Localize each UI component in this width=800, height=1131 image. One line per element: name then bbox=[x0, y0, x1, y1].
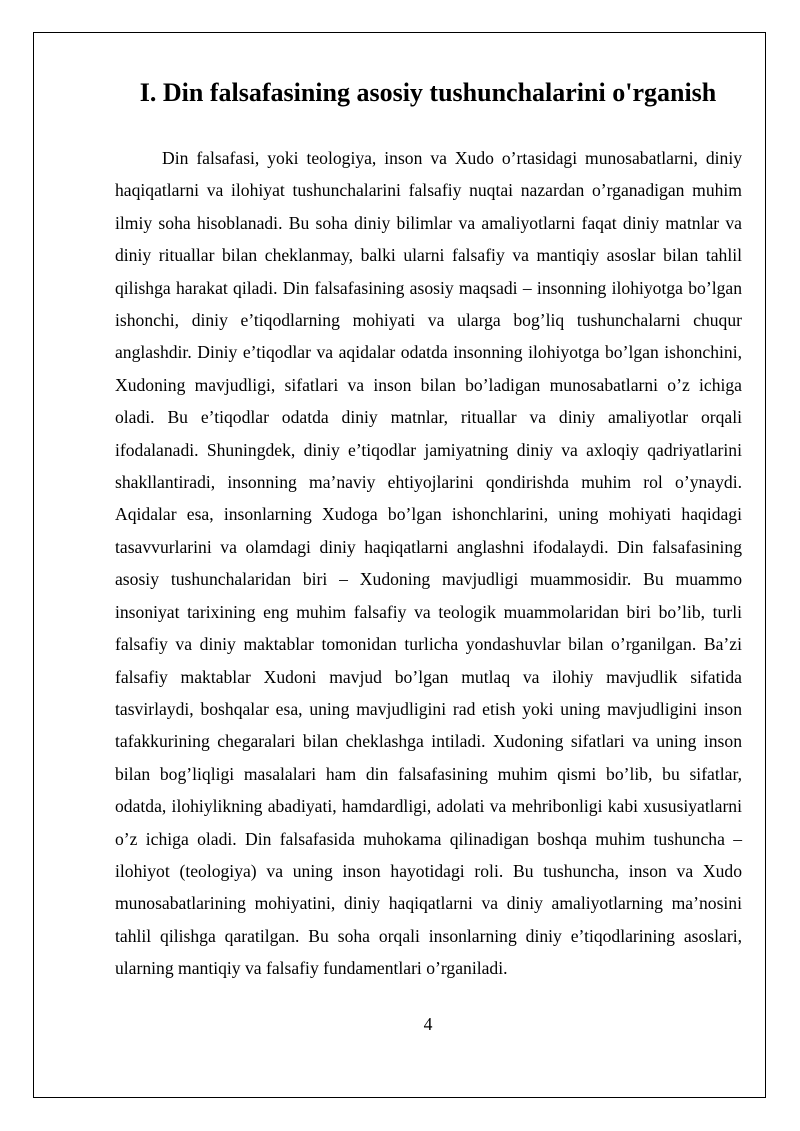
page-number: 4 bbox=[423, 1014, 433, 1034]
section-title: I. Din falsafasining asosiy tushunchalarini o'rganish bbox=[139, 78, 717, 107]
body-paragraph: Din falsafasi, yoki teologiya, inson va Xudo o’rtasidagi munosabatlarni, diniy haqiqatlarni va ilohiyat tushunchalarini falsafiy nuqtai nazardan o’rganadigan muhim ilmiy soha hisoblanadi. Bu soha diniy bilimlar va amaliyotlarni faqat diniy matnlar va diniy rituallar bilan cheklanmay, balki ularni falsafiy va mantiqiy asoslar bilan tahlil qilishga harakat qiladi. Din falsafasining asosiy maqsadi – insonning ilohiyotga bo’lgan ishonchi, diniy e’tiqodlarning mohiyati va ularga bog’liq tushunchalarni chuqur anglashdir. Diniy e’tiqodlar va aqidalar odatda insonning ilohiyotga bo’lgan ishonchini, Xudoning mavjudligi, sifatlari va inson bilan bo’ladigan munosabatlarni o’z ichiga oladi. Bu e’tiqodlar odatda diniy matnlar, rituallar va diniy amaliyotlar orqali ifodalanadi. Shuningdek, diniy e’tiqodlar jamiyatning diniy va axloqiy qadriyatlarini shakllantiradi, insonning ma’naviy ehtiyojlarini qondirishda muhim rol o’ynaydi. Aqidalar esa, insonlarning Xudoga bo’lgan ishonchlarini, uning mohiyati haqidagi tasavvurlarini va olamdagi diniy haqiqatlarni anglashni ifodalaydi. Din falsafasining asosiy tushunchalaridan biri – Xudoning mavjudligi muammosidir. Bu muammo insoniyat tarixining eng muhim falsafiy va teologik muammolaridan biri bo’lib, turli falsafiy va diniy maktablar tomonidan turlicha yondashuvlar bilan o’rganilgan. Ba’zi falsafiy maktablar Xudoni mavjud bo’lgan mutlaq va ilohiy mavjudlik sifatida tasvirlaydi, boshqalar esa, uning mavjudligini rad etish yoki uning mavjudligini inson tafakkurining chegaralari bilan cheklashga intiladi. Xudoning sifatlari va uning inson bilan bog’liqligi masalalari ham din falsafasining muhim qismi bo’lib, bu sifatlar, odatda, ilohiylikning abadiyati, hamdardligi, adolati va mehribonligi kabi xususiyatlarni o’z ichiga oladi. Din falsafasida muhokama qilinadigan boshqa muhim tushuncha – ilohiyot (teologiya) va uning inson hayotidagi roli. Bu tushuncha, inson va Xudo munosabatlarining mohiyatini, diniy haqiqatlarni va diniy amaliyotlarning ma’nosini tahlil qilishga qaratilgan. Bu soha orqali insonlarning diniy e’tiqodlarining asoslari, ularning mantiqiy va falsafiy fundamentlari o’rganiladi. bbox=[115, 148, 742, 979]
